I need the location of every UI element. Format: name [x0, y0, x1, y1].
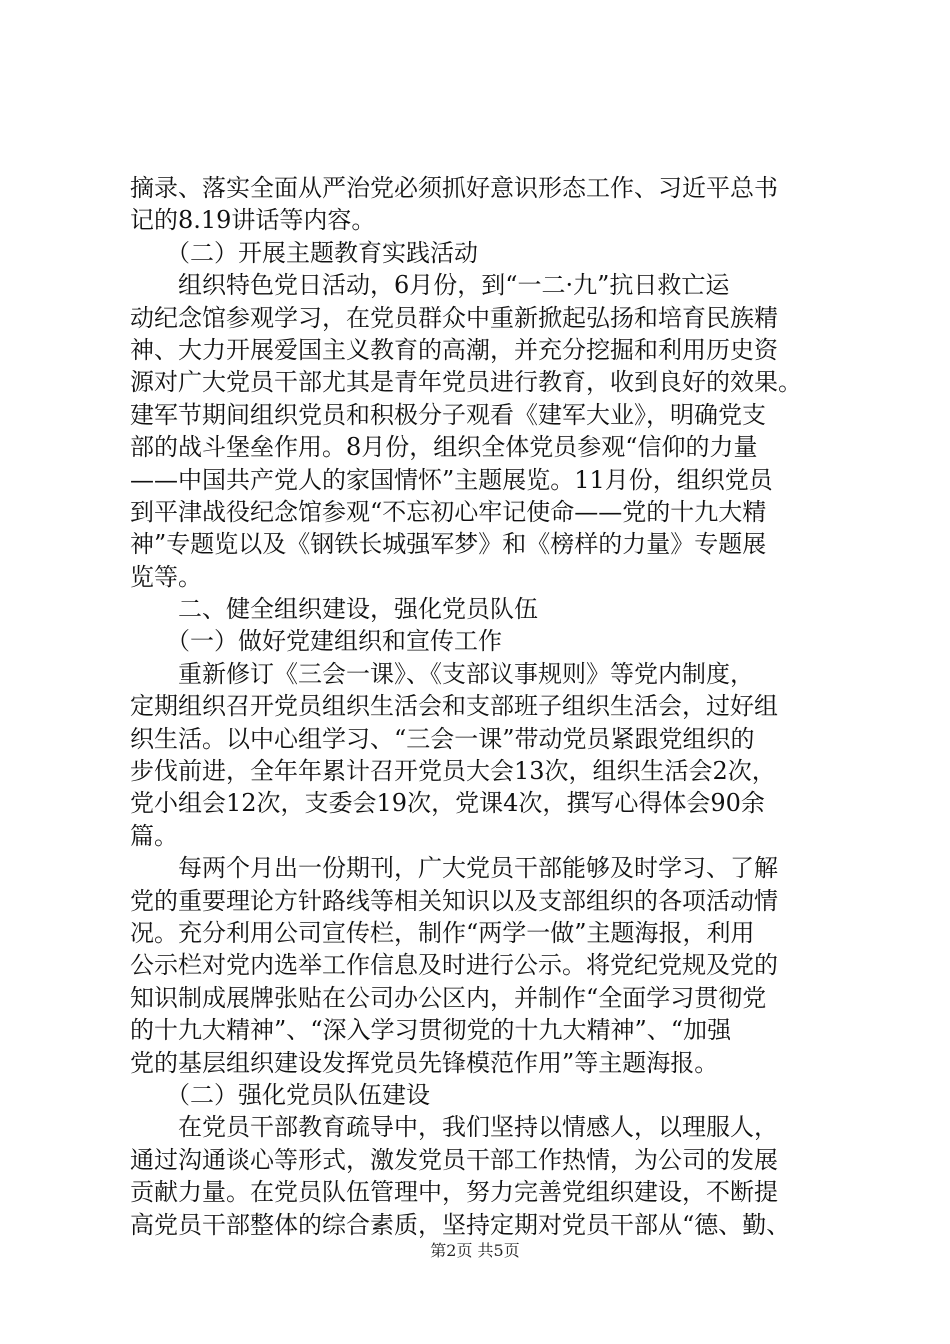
text-line: （一）做好党建组织和宣传工作 [166, 627, 502, 656]
text-line: 摘录、落实全面从严治党必须抓好意识形态工作、习近平总书 [130, 174, 778, 202]
document-body [130, 172, 850, 1241]
text-line: 组织特色党日活动，6月份，到“一二·九”抗日救亡运 [178, 271, 730, 300]
text-line: 的十九大精神”、“深入学习贯彻党的十九大精神”、“加强 [130, 1016, 732, 1045]
page-footer: 第2页 共5页 [430, 1241, 520, 1260]
text-line: 党小组会12次，支委会19次，党课4次，撰写心得体会90余 [130, 789, 765, 818]
text-line: 知识制成展牌张贴在公司办公区内，并制作“全面学习贯彻党 [130, 983, 767, 1012]
text-line: （二）开展主题教育实践活动 [166, 238, 478, 267]
text-line: 党的重要理论方针路线等相关知识以及支部组织的各项活动情 [130, 886, 778, 915]
text-line: 动纪念馆参观学习，在党员群众中重新掀起弘扬和培育民族精 [130, 303, 778, 332]
text-line: 贡献力量。在党员队伍管理中，努力完善党组织建设，不断提 [130, 1178, 778, 1207]
text-line: 步伐前进，全年年累计召开党员大会13次，组织生活会2次， [130, 757, 776, 786]
text-line: 织生活。以中心组学习、“三会一课”带动党员紧跟党组织的 [130, 724, 755, 753]
text-line: 通过沟通谈心等形式，激发党员干部工作热情，为公司的发展 [130, 1145, 778, 1174]
text-line: 神、大力开展爱国主义教育的高潮，并充分挖掘和利用历史资 [130, 335, 778, 364]
text-line: 况。充分利用公司宣传栏，制作“两学一做”主题海报，利用 [130, 918, 755, 947]
text-line: 记的8.19讲话等内容。 [130, 206, 376, 235]
text-line: 在党员干部教育疏导中，我们坚持以情感人，以理服人， [178, 1113, 778, 1142]
text-line: 二、健全组织建设，强化党员队伍 [178, 595, 538, 624]
text-line: （二）强化党员队伍建设 [166, 1080, 430, 1109]
text-line: 神”专题览以及《钢铁长城强军梦》和《榜样的力量》专题展 [130, 530, 767, 559]
text-line: 党的基层组织建设发挥党员先锋模范作用”等主题海报。 [130, 1048, 719, 1077]
text-line: 高党员干部整体的综合素质，坚持定期对党员干部从“德、勤、 [130, 1210, 791, 1239]
text-line: 篇。 [130, 821, 178, 850]
text-line: ——中国共产党人的家国情怀”主题展览。11月份，组织党员 [130, 465, 773, 494]
text-line: 览等。 [130, 562, 202, 591]
text-line: 源对广大党员干部尤其是青年党员进行教育，收到良好的效果。 [130, 368, 802, 397]
text-line: 部的战斗堡垒作用。8月份，组织全体党员参观“信仰的力量 [130, 433, 758, 462]
text-line: 每两个月出一份期刊，广大党员干部能够及时学习、了解 [178, 854, 778, 883]
text-line: 重新修订《三会一课》、《支部议事规则》等党内制度， [178, 659, 754, 688]
text-line: 公示栏对党内选举工作信息及时进行公示。将党纪党规及党的 [130, 951, 778, 980]
text-line: 建军节期间组织党员和积极分子观看《建军大业》，明确党支 [130, 400, 766, 429]
text-line: 定期组织召开党员组织生活会和支部班子组织生活会，过好组 [130, 692, 778, 721]
text-line: 到平津战役纪念馆参观“不忘初心牢记使命——党的十九大精 [130, 497, 767, 526]
